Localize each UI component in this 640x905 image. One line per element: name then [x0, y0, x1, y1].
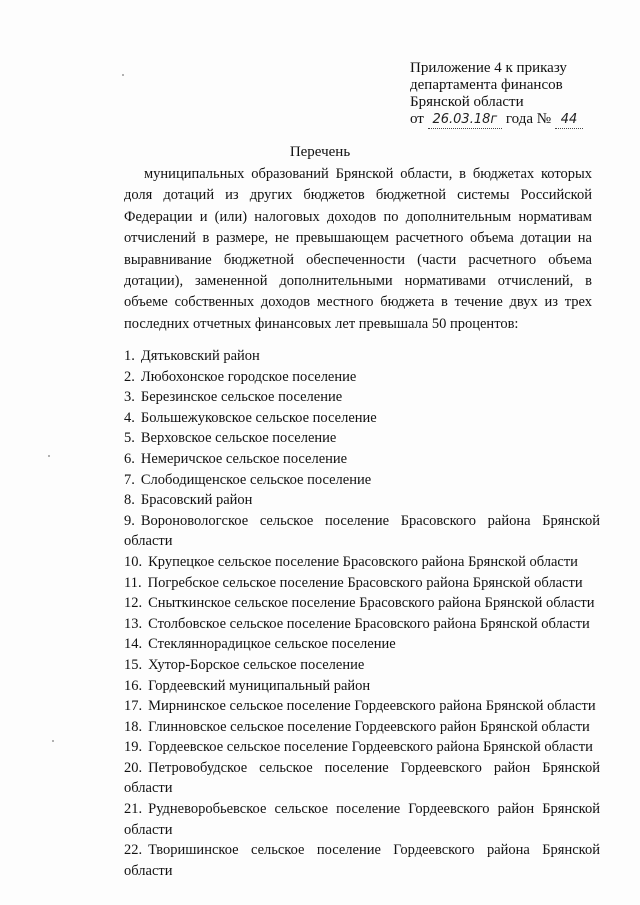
document-title: Перечень [289, 144, 351, 160]
appendix-date-line [410, 111, 630, 129]
list-item [124, 428, 600, 449]
list-item-text: Немеричское сельское поселение [140, 450, 348, 467]
list-item-text: Хутор-Борское сельское поселение [148, 656, 365, 673]
list-item-text: Петровобудское сельское поселение Гордеевского район Брянской области [124, 759, 600, 797]
list-item-text: Верховское сельское поселение [140, 430, 337, 447]
list-item [124, 696, 600, 717]
list-item-text: Березинское сельское поселение [140, 389, 343, 406]
list-item-text: Творишинское сельское поселение Гордеевского района Брянской области [124, 842, 600, 879]
list-item-number: 17. [124, 698, 143, 715]
list-item-number: 16. [124, 677, 143, 694]
list-item-number: 19. [124, 739, 143, 756]
scan-speck [52, 740, 54, 742]
list-item [124, 676, 600, 697]
list-item [124, 511, 600, 552]
list-item-number: 9. [124, 512, 135, 529]
list-item-text: Гордеевский муниципальный район [148, 677, 371, 694]
list-item [124, 573, 600, 594]
scan-speck [122, 74, 124, 76]
list-item-text: Сныткинское сельское поселение Брасовского района Брянской области [148, 595, 595, 612]
list-item-number: 22. [124, 842, 143, 859]
list-item-number: 7. [124, 471, 135, 488]
list-item-text: Стекляннорадицкое сельское поселение [148, 636, 396, 653]
list-item-number: 12. [124, 595, 143, 612]
appendix-line-2: департамента финансов [410, 77, 563, 93]
list-item-number: 13. [124, 615, 143, 632]
list-item [124, 737, 600, 758]
list-item-text: Вороновологское сельское поселение Брасовского района Брянской области [124, 512, 600, 550]
appendix-line-1: Приложение 4 к приказу [410, 60, 567, 76]
list-item-number: 11. [124, 574, 142, 591]
list-item [124, 367, 600, 388]
list-item-text: Любохонское городское поселение [140, 368, 357, 385]
appendix-line-3: Брянской области [410, 94, 524, 110]
handwritten-date: 26.03.18г [428, 111, 502, 129]
list-item [124, 655, 600, 676]
list-item-text: Брасовский район [140, 492, 253, 509]
list-item-text: Гордеевское сельское поселение Гордеевского района Брянской области [148, 739, 593, 756]
list-item-number: 21. [124, 801, 143, 818]
list-item-number: 6. [124, 450, 135, 467]
list-item-number: 18. [124, 718, 143, 735]
list-item-number: 1. [124, 348, 135, 364]
list-item [124, 552, 600, 573]
list-item [124, 470, 600, 491]
list-item-number: 15. [124, 656, 143, 673]
list-item-text: Крупецкое сельское поселение Брасовского района Брянской области [148, 553, 578, 570]
intro-paragraph: муниципальных образований Брянской области, в бюджетах которых доля дотаций из других бюджетов бюджетной системы Российской Федерации и (или) налоговых доходов по дополнительным нормативам отчислений в размере, не превышающем расчетного объема дотации на выравнивание бюджетной обеспеченности (части расчетного объема дотации), замененной дополнительными нормативами отчислений, в объеме собственных доходов местного бюджета в течение двух из трех последних отчетных финансовых лет превышала 50 процентов: [124, 166, 592, 332]
list-item [124, 387, 600, 408]
list-item-text: Слободищенское сельское поселение [140, 471, 372, 488]
list-item [124, 634, 600, 655]
list-item-number: 5. [124, 430, 135, 447]
list-item-text: Мирнинское сельское поселение Гордеевского района Брянской области [148, 698, 596, 715]
list-item [124, 758, 600, 799]
list-item [124, 593, 600, 614]
list-item [124, 614, 600, 635]
list-item-number: 10. [124, 553, 143, 570]
list-item-number: 8. [124, 492, 135, 509]
list-item [124, 346, 600, 367]
list-item [124, 449, 600, 470]
number-sign: № [536, 111, 552, 127]
list-item-text: Большежуковское сельское поселение [140, 409, 377, 426]
list-item-text: Погребское сельское поселение Брасовского района Брянской области [147, 574, 583, 591]
scan-speck [48, 455, 50, 457]
date-prefix: от [410, 111, 424, 127]
list-item [124, 408, 600, 429]
list-item-text: Дятьковский район [140, 348, 260, 364]
list-item-number: 20. [124, 759, 143, 776]
appendix-header [410, 60, 630, 129]
list-item [124, 840, 600, 881]
municipality-list [124, 346, 600, 881]
list-item [124, 717, 600, 738]
list-item-number: 14. [124, 636, 143, 653]
year-word: года [505, 111, 533, 127]
list-item-number: 2. [124, 368, 135, 385]
list-item [124, 490, 600, 511]
list-item [124, 799, 600, 840]
list-item-number: 4. [124, 409, 135, 426]
list-item-text: Столбовское сельское поселение Брасовского района Брянской области [148, 615, 590, 632]
handwritten-number: 44 [555, 111, 583, 129]
list-item-text: Глинновское сельское поселение Гордеевского район Брянской области [148, 718, 590, 735]
list-item-text: Рудневоробьевское сельское поселение Гордеевского район Брянской области [124, 801, 600, 838]
list-item-number: 3. [124, 389, 135, 406]
